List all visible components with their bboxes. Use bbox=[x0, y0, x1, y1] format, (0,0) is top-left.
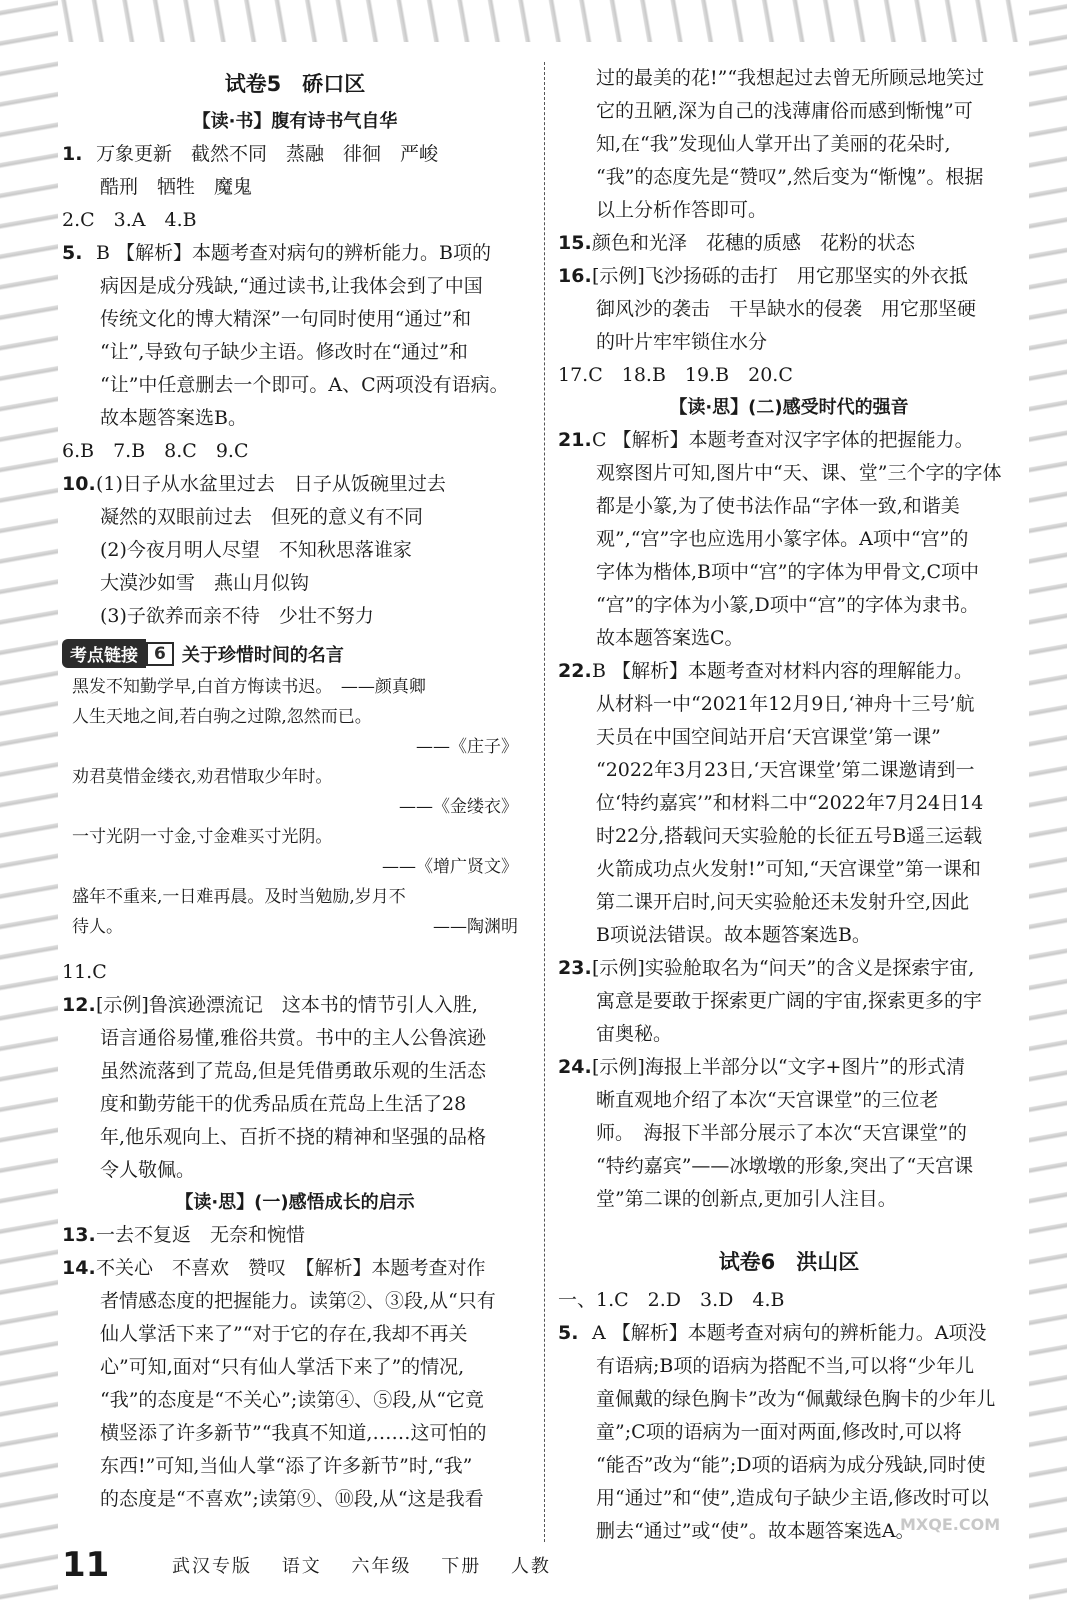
answer-14-cont: 以上分析作答即可。 bbox=[596, 199, 768, 221]
answer-24-line: 堂”第二课的创新点,更加引人注目。 bbox=[596, 1188, 897, 1210]
answer-14-line: 仙人掌活下来了”“对于它的存在,我却不再关 bbox=[100, 1323, 468, 1345]
section-title: 试卷5 硚口区 bbox=[224, 72, 366, 96]
answer-22-line: 时22分,搭载问天实验舱的长征五号B遥三运载 bbox=[596, 825, 983, 847]
quote-line: 一寸光阴一寸金,寸金难买寸光阴。 bbox=[72, 827, 333, 847]
answer-5-line: 病因是成分残缺,“通过读书,让我体会到了中国 bbox=[100, 275, 483, 297]
answer-21-line: 观察图片可知,图片中“天、课、堂”三个字的字体 bbox=[596, 462, 1002, 484]
answer-23-line: 寓意是要敢于探索更广阔的宇宙,探索更多的宇 bbox=[596, 990, 983, 1012]
answer-13: 13.一去不复返 无奈和惋惜 bbox=[62, 1224, 306, 1246]
answer-14-line: 横竖添了许多新节”“我真不知道,……这可怕的 bbox=[100, 1422, 487, 1444]
knowledge-link-banner bbox=[62, 639, 528, 668]
subsection-heading: 【读·书】腹有诗书气自华 bbox=[192, 111, 398, 132]
answer-5: 5. A 【解析】本题考查对病句的辨析能力。A项没 bbox=[558, 1322, 987, 1344]
page-edge-right bbox=[1029, 0, 1067, 1600]
answer-21-line: 故本题答案选C。 bbox=[596, 627, 744, 649]
answer-22-line: B项说法错误。故本题答案选B。 bbox=[596, 924, 871, 946]
quote-source: ——《庄子》 bbox=[416, 737, 518, 757]
answer-12: 12.[示例]鲁滨逊漂流记 这本书的情节引人入胜, bbox=[62, 994, 478, 1016]
subsection-heading: 【读·思】(二)感受时代的强音 bbox=[669, 397, 909, 418]
answer-1-cont: 酷刑 牺牲 魔鬼 bbox=[100, 176, 253, 198]
answer-14-line: 心”可知,面对“只有仙人掌活下来了”的情况, bbox=[100, 1356, 465, 1378]
answer-14-line: 东西!”可知,当仙人掌“添了许多新节”时,“我” bbox=[100, 1455, 473, 1477]
answer-14: 14.不关心 不喜欢 赞叹 【解析】本题考查对作 bbox=[62, 1257, 486, 1279]
answer-5-line: 童佩戴的绿色胸卡”改为“佩戴绿色胸卡的少年儿 bbox=[596, 1388, 996, 1410]
page-footer bbox=[62, 1545, 1022, 1585]
answer-10: 10.(1)日子从水盆里过去 日子从饭碗里过去 bbox=[62, 473, 446, 495]
answer-22-line: 火箭成功点火发射!”可知,“天宫课堂”第一课和 bbox=[596, 858, 981, 880]
knowledge-link-badge: 考点链接 bbox=[62, 639, 146, 668]
answer-10-line: (3)子欲养而亲不待 少壮不努力 bbox=[100, 605, 374, 627]
answer-14-line: “我”的态度是“不关心”;读第④、⑤段,从“它竟 bbox=[100, 1389, 485, 1411]
answer-21: 21.C 【解析】本题考查对汉字字体的把握能力。 bbox=[558, 429, 974, 451]
answer-14-cont: 知,在“我”发现仙人掌开出了美丽的花朵时, bbox=[596, 133, 951, 155]
answer-5-line: 故本题答案选B。 bbox=[100, 407, 247, 429]
answer-5: 5. B 【解析】本题考查对病句的辨析能力。B项的 bbox=[62, 242, 491, 264]
answer-5-line: “让”,导致句子缺少主语。修改时在“通过”和 bbox=[100, 341, 468, 363]
footer-subject: 语文 bbox=[281, 1556, 322, 1577]
answer-24: 24.[示例]海报上半部分以“文字+图片”的形式清 bbox=[558, 1056, 966, 1078]
page-number: 11 bbox=[62, 1545, 110, 1585]
answer-12-line: 语言通俗易懂,雅俗共赏。书中的主人公鲁滨逊 bbox=[100, 1027, 487, 1049]
quote-source: ——《增广贤文》 bbox=[382, 857, 518, 877]
answer-24-line: 师。 海报下半部分展示了本次“天宫课堂”的 bbox=[596, 1122, 967, 1144]
answer-5-line: 传统文化的博大精深”一句同时使用“通过”和 bbox=[100, 308, 472, 330]
right-column bbox=[558, 62, 1020, 1548]
footer-publisher: 人教 bbox=[510, 1556, 551, 1577]
answer-21-line: “宫”的字体为小篆,D项中“宫”的字体为隶书。 bbox=[596, 594, 980, 616]
answer-14-line: 者情感态度的把握能力。读第②、③段,从“只有 bbox=[100, 1290, 496, 1312]
answer-24-line: “特约嘉宾”——冰墩墩的形象,突出了“天宫课 bbox=[596, 1155, 974, 1177]
quote-line: 盛年不重来,一日难再晨。及时当勉励,岁月不 bbox=[72, 887, 406, 907]
quote-line: 劝君莫惜金缕衣,劝君惜取少年时。 bbox=[72, 767, 333, 787]
answer-10-line: 大漠沙如雪 燕山月似钩 bbox=[100, 572, 310, 594]
column-divider bbox=[544, 62, 545, 1542]
answer-5-line: 删去“通过”或“使”。故本题答案选A。 bbox=[596, 1520, 915, 1542]
page-edge-left bbox=[0, 0, 58, 1600]
answer-22-line: 天员在中国空间站开启‘天宫课堂’第一课” bbox=[596, 726, 941, 748]
footer-edition: 武汉专版 bbox=[172, 1556, 252, 1577]
section-title: 试卷6 洪山区 bbox=[718, 1250, 860, 1274]
answer-22: 22.B 【解析】本题考查对材料内容的理解能力。 bbox=[558, 660, 974, 682]
watermark-logo: MXQE.COM bbox=[900, 1515, 1001, 1534]
answer-23-line: 宙奥秘。 bbox=[596, 1023, 673, 1045]
quote-line: 待人。 ——陶渊明 bbox=[72, 917, 518, 937]
knowledge-link-number: 6 bbox=[146, 642, 174, 666]
answer-2-4: 2.C 3.A 4.B bbox=[62, 209, 197, 231]
footer-grade: 六年级 bbox=[351, 1556, 412, 1577]
quote-line: 黑发不知勤学早,白首方悔读书迟。 ——颜真卿 bbox=[72, 677, 426, 697]
answer-21-line: 观”,“宫”字也应选用小篆字体。A项中“宫”的 bbox=[596, 528, 969, 550]
answer-14-cont: 过的最美的花!”“我想起过去曾无所顾忌地笑过 bbox=[596, 67, 985, 89]
answer-21-line: 字体为楷体,B项中“宫”的字体为甲骨文,C项中 bbox=[596, 561, 980, 583]
answer-17-20: 17.C 18.B 19.B 20.C bbox=[558, 364, 793, 386]
answer-14-line: 的态度是“不喜欢”;读第⑨、⑩段,从“这是我看 bbox=[100, 1488, 484, 1510]
answer-22-line: 位‘特约嘉宾’”和材料二中“2022年7月24日14 bbox=[596, 792, 984, 814]
knowledge-link-title: 关于珍惜时间的名言 bbox=[181, 644, 344, 666]
answer-23: 23.[示例]实验舱取名为“问天”的含义是探索宇宙, bbox=[558, 957, 975, 979]
answer-12-line: 虽然流落到了荒岛,但是凭借勇敢乐观的生活态 bbox=[100, 1060, 487, 1082]
answer-1: 1. 万象更新 截然不同 蒸融 徘徊 严峻 bbox=[62, 143, 439, 165]
footer-info bbox=[172, 1552, 573, 1578]
answer-16-line: 御风沙的袭击 干旱缺水的侵袭 用它那坚硬 bbox=[596, 298, 977, 320]
answer-10-line: 凝然的双眼前过去 但死的意义有不同 bbox=[100, 506, 424, 528]
answer-15: 15.颜色和光泽 花穗的质感 花粉的状态 bbox=[558, 232, 916, 254]
answer-1-4: 一、1.C 2.D 3.D 4.B bbox=[558, 1289, 785, 1311]
answer-22-line: “2022年3月23日,‘天宫课堂’第二课邀请到一 bbox=[596, 759, 975, 781]
answer-5-line: “让”中任意删去一个即可。A、C两项没有语病。 bbox=[100, 374, 509, 396]
answer-14-cont: “我”的态度先是“赞叹”,然后变为“惭愧”。根据 bbox=[596, 166, 984, 188]
answer-12-line: 令人敬佩。 bbox=[100, 1159, 196, 1181]
answer-5-line: 有语病;B项的语病为搭配不当,可以将“少年儿 bbox=[596, 1355, 975, 1377]
left-column bbox=[62, 62, 528, 1516]
answer-5-line: “能否”改为“能”;D项的语病为成分残缺,同时使 bbox=[596, 1454, 986, 1476]
answer-22-line: 从材料一中“2021年12月9日,‘神舟十三号’航 bbox=[596, 693, 975, 715]
page-edge-top bbox=[58, 0, 1067, 42]
answer-24-line: 晰直观地介绍了本次“天宫课堂”的三位老 bbox=[596, 1089, 939, 1111]
answer-14-cont: 它的丑陋,深为自己的浅薄庸俗而感到惭愧”可 bbox=[596, 100, 973, 122]
quote-line: 人生天地之间,若白驹之过隙,忽然而已。 bbox=[72, 707, 372, 727]
subsection-heading: 【读·思】(一)感悟成长的启示 bbox=[175, 1192, 415, 1213]
answer-16: 16.[示例]飞沙扬砾的击打 用它那坚实的外衣抵 bbox=[558, 265, 968, 287]
answer-11: 11.C bbox=[62, 961, 107, 983]
answer-5-line: 童”;C项的语病为一面对两面,修改时,可以将 bbox=[596, 1421, 962, 1443]
quote-source: ——《金缕衣》 bbox=[399, 797, 518, 817]
answer-16-line: 的叶片牢牢锁住水分 bbox=[596, 331, 768, 353]
answer-21-line: 都是小篆,为了使书法作品“字体一致,和谐美 bbox=[596, 495, 960, 517]
answer-22-line: 第二课开启时,问天实验舱还未发射升空,因此 bbox=[596, 891, 970, 913]
answer-12-line: 年,他乐观向上、百折不挠的精神和坚强的品格 bbox=[100, 1126, 487, 1148]
answer-6-9: 6.B 7.B 8.C 9.C bbox=[62, 440, 249, 462]
answer-12-line: 度和勤劳能干的优秀品质在荒岛上生活了28 bbox=[100, 1093, 467, 1115]
footer-term: 下册 bbox=[441, 1556, 482, 1577]
answer-5-line: 用“通过”和“使”,造成句子缺少主语,修改时可以 bbox=[596, 1487, 989, 1509]
answer-10-line: (2)今夜月明人尽望 不知秋思落谁家 bbox=[100, 539, 412, 561]
